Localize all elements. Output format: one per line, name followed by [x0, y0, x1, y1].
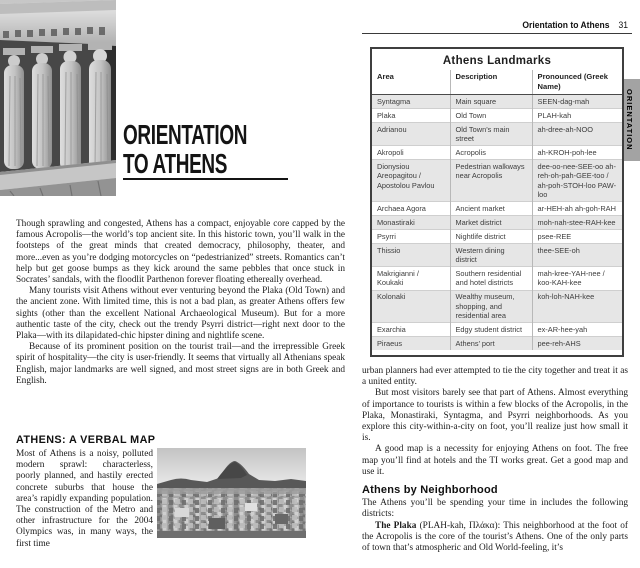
- table-row: [372, 109, 622, 123]
- table-cell: Athens’ port: [450, 337, 532, 350]
- cityscape-illustration: [157, 448, 306, 538]
- table-cell: Archaea Agora: [372, 202, 450, 216]
- column-header-pronounced: Pronounced (Greek Name): [532, 70, 622, 95]
- table-cell: Makrigianni / Koukaki: [372, 267, 450, 290]
- running-header-title: Orientation to Athens: [522, 20, 610, 31]
- plaka-text: (PLAH-kah, Πλάκα): This neighborhood at the foot of the Acropolis is the core of the tourist’s Athens. One of the only parts of town that’s atmospheric and Old World-feeling, it’s: [362, 520, 628, 554]
- table-cell: Syntagma: [377, 96, 411, 106]
- table-cell: dee-oo-nee-SEE-oo ah-reh-oh-pah-GEE-too / ah-poh-STOH-loo PAW-loo: [532, 160, 622, 202]
- table-header-row: [372, 70, 622, 95]
- paragraph: urban planners had ever attempted to tie the city together and treat it as a united entity.: [362, 366, 628, 388]
- table-cell: Acropolis: [450, 146, 532, 160]
- paragraph: A good map is a necessity for enjoying Athens on foot. The free map you’ll find at hotels and the TI works great. Get a good map and use it.: [362, 444, 628, 477]
- table-cell: Western dining district: [450, 244, 532, 267]
- landmarks-table: [372, 70, 622, 350]
- table-cell: Plaka: [372, 109, 450, 123]
- table-cell: ar-HEH-ah ah-goh-RAH: [532, 202, 622, 216]
- table-cell: Thissio: [372, 244, 450, 267]
- table-title: Athens Landmarks: [442, 55, 552, 67]
- section-heading-neighborhood: Athens by Neighborhood: [362, 484, 498, 497]
- table-cell: ex-AR-hee-yah: [532, 323, 622, 337]
- table-cell: psee-REE: [532, 230, 622, 244]
- caryatids-illustration: [0, 0, 116, 196]
- athens-cityscape-photo: [157, 448, 306, 538]
- table-cell: Piraeus: [372, 337, 450, 350]
- table-cell: Adrianou: [372, 123, 450, 146]
- table-cell: Psyrri: [372, 230, 450, 244]
- table-row: [372, 95, 622, 109]
- landmarks-table-box: [370, 47, 624, 357]
- paragraph: Though sprawling and congested, Athens has a compact, enjoyable core capped by the famous Acropolis—the world’s top ancient site. In this historic town, you’ll walk in the footsteps of the great minds that created democracy, philosophy, theater, and more...even as you’re dodging motorcycles on “pedestrianized” streets. Romantics can’t help but get goose bumps as they kick around the same pebbles that once stuck in Socrates’ sandals, with the floodlit Parthenon forever floating ethereally overhead.: [16, 219, 345, 286]
- header-rule: [362, 33, 632, 34]
- paragraph: Because of its prominent position on the tourist trail—and the irrepressible Greek spirit of hospitality—the city is user-friendly. It seems that virtually all Athenians speak English, major landmarks are well signed, and most street signs are in both Greek and English.: [16, 342, 345, 386]
- table-row: [372, 160, 622, 202]
- column-header-area: Area: [372, 70, 450, 95]
- table-row: [372, 290, 622, 323]
- column-header-description: Description: [450, 70, 532, 95]
- table-cell: ah-dree-ah-NOO: [532, 123, 622, 146]
- table-row: [372, 337, 622, 350]
- right-body-text: [362, 366, 628, 554]
- caryatids-photo: [0, 0, 116, 196]
- table-row: [372, 323, 622, 337]
- running-header: [389, 20, 628, 31]
- table-cell: Exarchia: [372, 323, 450, 337]
- table-cell: Dionysiou Areopagitou / Apostolou Pavlou: [372, 160, 450, 202]
- table-cell: Kolonaki: [372, 290, 450, 323]
- left-body-text: [16, 219, 345, 387]
- table-cell: Market district: [450, 216, 532, 230]
- verbal-map-text: [16, 449, 153, 550]
- table-cell: Monastiraki: [372, 216, 450, 230]
- chapter-title-line2: TO ATHENS: [123, 147, 228, 179]
- table-row: [372, 146, 622, 160]
- table-row: [372, 216, 622, 230]
- paragraph: The Athens you’ll be spending your time in includes the following districts:: [362, 498, 628, 520]
- table-row: [372, 202, 622, 216]
- chapter-title-line1: ORIENTATION: [123, 119, 248, 150]
- table-cell: thee-SEE-oh: [532, 244, 622, 267]
- orientation-side-tab-label: ORIENTATION: [625, 89, 634, 151]
- table-cell: mah-kree-YAH-nee / koo-KAH-kee: [532, 267, 622, 290]
- paragraph: [362, 521, 628, 555]
- table-cell: Edgy student district: [450, 323, 532, 337]
- paragraph: Most of Athens is a noisy, polluted modern sprawl: characterless, poorly planned, and hastily erected concrete suburbs that house the area’s rapidly expanding population. The construction of the Metro and other infrastructure for the 2004 Olympics was, in many ways, the first time: [16, 449, 153, 549]
- table-cell: Ancient market: [450, 202, 532, 216]
- chapter-title: [123, 121, 247, 178]
- table-cell: pee-reh-AHS: [532, 337, 622, 350]
- table-cell: Nightlife district: [450, 230, 532, 244]
- section-heading-verbal-map: ATHENS: A VERBAL MAP: [16, 434, 156, 446]
- table-cell: moh-nah-stee-RAH-kee: [532, 216, 622, 230]
- title-rule: [123, 178, 288, 180]
- paragraph: Many tourists visit Athens without ever venturing beyond the Plaka (Old Town) and the ancient zone. With limited time, this is not a bad plan, as greater Athens offers few sights (other than the excellent National Archaeological Museum). But for a more authentic taste of the city, check out the trendy Psyrri district—right next door to the Plaka—with its dilapidated-chic hipster dining and nightlife scene.: [16, 286, 345, 342]
- table-cell: Main square: [450, 95, 532, 109]
- table-cell: koh-loh-NAH-kee: [532, 290, 622, 323]
- table-cell: PLAH-kah: [532, 109, 622, 123]
- table-cell: SEEN-dag-mah: [532, 95, 622, 109]
- paragraph: But most visitors barely see that part of Athens. Almost everything of importance to tourists is within a few blocks of the Acropolis, in the Plaka, Monastiraki, Syntagma, and Psyrri neighborhoods. As you explore this city-within-a-city on foot, you’ll realize just how small it is.: [362, 388, 628, 444]
- table-cell: ah-KROH-poh-lee: [532, 146, 622, 160]
- page-number: 31: [618, 20, 628, 31]
- table-cell: Old Town’s main street: [450, 123, 532, 146]
- table-cell: Akropoli: [372, 146, 450, 160]
- table-cell: Southern residential and hotel districts: [450, 267, 532, 290]
- table-row: [372, 244, 622, 267]
- table-cell: Pedestrian walkways near Acropolis: [450, 160, 532, 202]
- table-row: [372, 230, 622, 244]
- table-row: [372, 267, 622, 290]
- plaka-bold-lead: The Plaka: [375, 520, 417, 531]
- table-cell: Wealthy museum, shopping, and residential area: [450, 290, 532, 323]
- table-row: [372, 123, 622, 146]
- table-cell: Old Town: [450, 109, 532, 123]
